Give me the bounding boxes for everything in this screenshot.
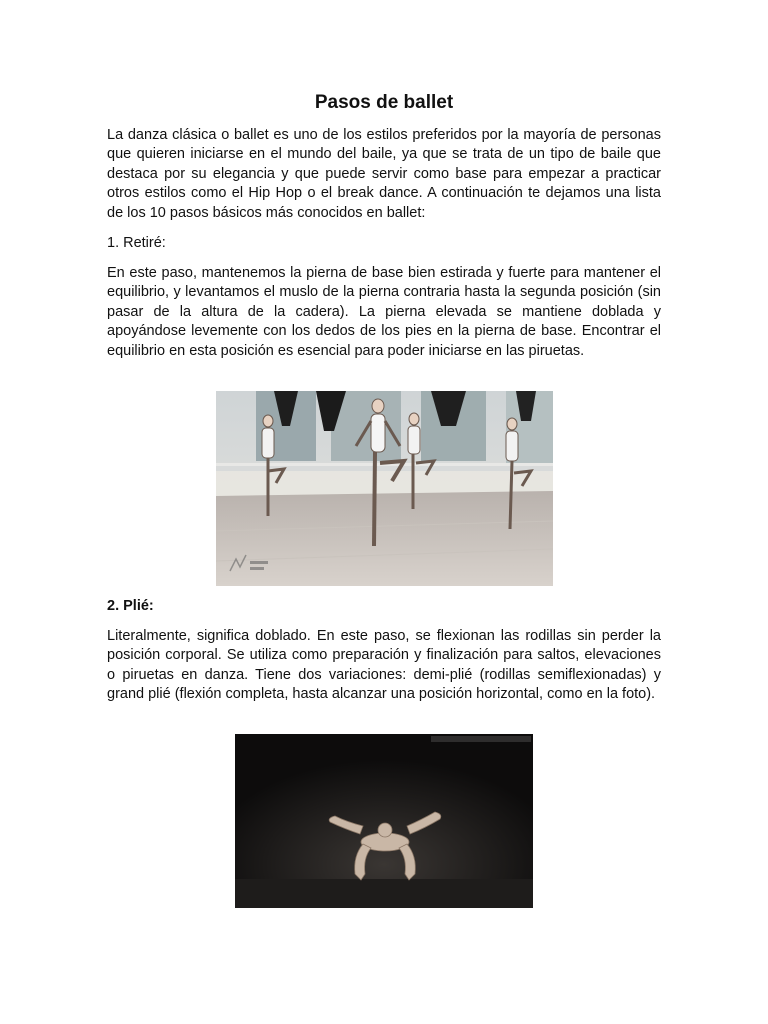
section-body-retire: En este paso, mantenemos la pierna de base bien estirada y fuerte para mantener el equilibrio, y levantamos el muslo de la pierna contraria hasta la segunda posición (sin pasar de la altura de la cadera). La pierna elevada se mantiene doblada y apoyándose levemente con los dedos de los pies en la pierna de base. Encontrar el equilibrio en esta posición es esencial para poder iniciarse en las piruetas.	[107, 265, 661, 359]
section-heading-retire: 1. Retiré:	[107, 235, 166, 251]
section-body-plie: Literalmente, significa doblado. En este paso, se flexionan las rodillas sin perder la posición corporal. Se utiliza como preparación y finalización para saltos, elevaciones o piruetas en danza. Tiene dos variaciones: demi-plié (rodillas semiflexionadas) y grand plié (flexión completa, hasta alcanzar una posición horizontal, como en la foto).	[107, 628, 661, 703]
plie-photo	[235, 734, 533, 908]
retire-photo	[216, 391, 553, 586]
document-title: Pasos de ballet	[314, 92, 454, 113]
intro-paragraph: La danza clásica o ballet es uno de los estilos preferidos por la mayoría de personas que quieren iniciarse en el mundo del baile, ya que se trata de un tipo de baile que destaca por su elegancia y que puede servir como base para empezar a practicar otros estilos como el Hip Hop o el break dance. A continuación te dejamos una lista de los 10 pasos básicos más conocidos en ballet:	[107, 127, 661, 221]
section-heading-plie: 2. Plié:	[107, 598, 154, 614]
